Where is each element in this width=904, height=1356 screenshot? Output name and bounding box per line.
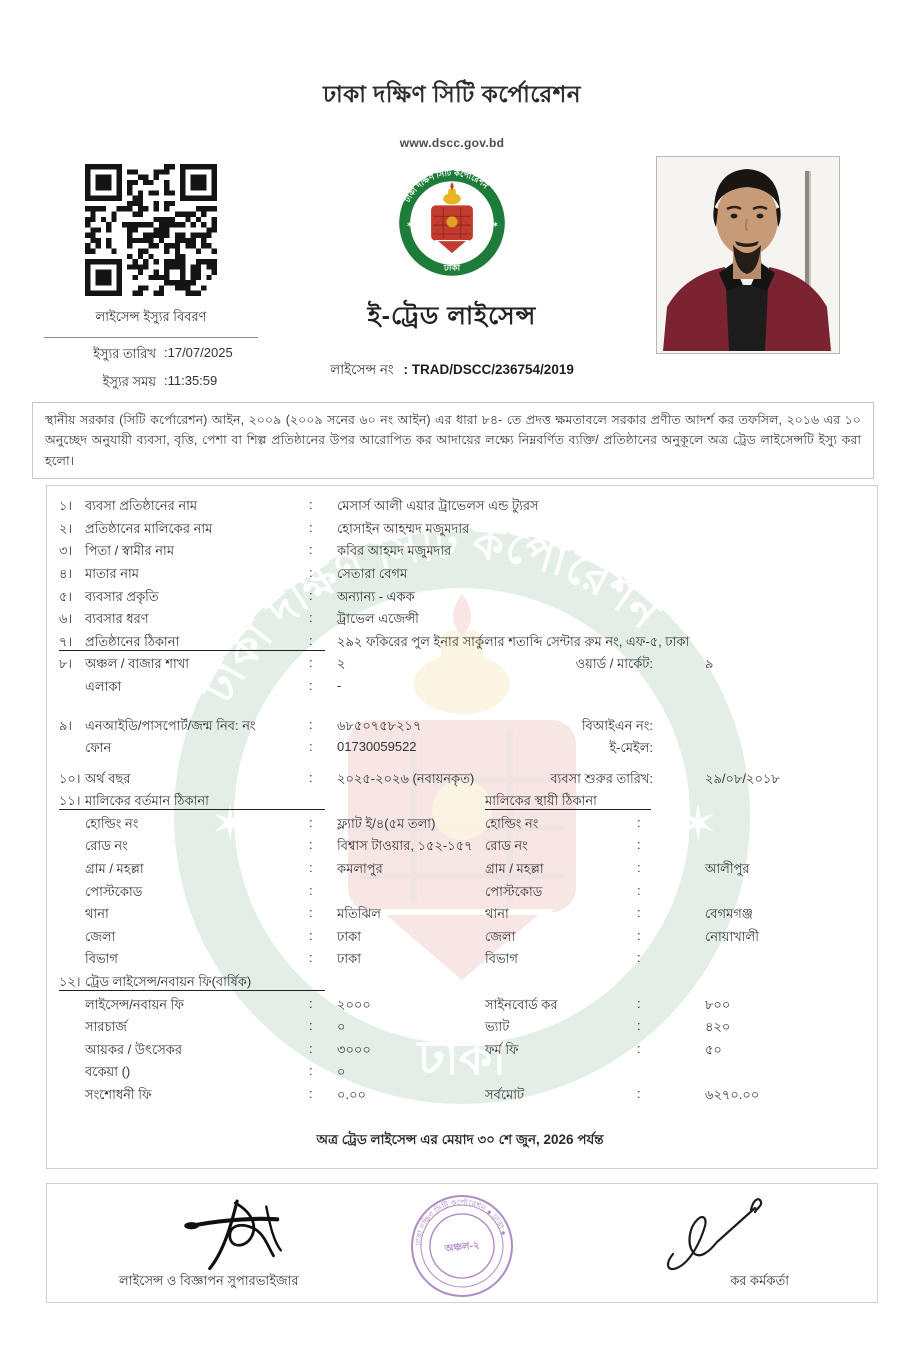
right-field-label: পোস্টকোড xyxy=(485,883,543,899)
field-label-cell xyxy=(59,542,309,563)
right-field-label: মালিকের স্থায়ী ঠিকানা xyxy=(485,792,637,813)
right-field-colon: : xyxy=(637,837,641,853)
right-field-colon xyxy=(637,1063,653,1064)
right-field-colon: : xyxy=(637,860,641,876)
form-row xyxy=(59,610,861,633)
form-row xyxy=(59,815,861,838)
field-label: প্রতিষ্ঠানের মালিকের নাম xyxy=(85,520,213,536)
right-field-value xyxy=(653,973,861,974)
field-label-cell xyxy=(59,996,309,1017)
right-field-label: জেলা xyxy=(485,928,516,944)
right-field-value: ২৯/০৮/২০১৮ xyxy=(705,770,780,786)
field-colon: : xyxy=(309,655,313,671)
field-label-cell xyxy=(59,610,309,631)
field-label: ট্রেড লাইসেন্স/নবায়ন ফি(বার্ষিক) xyxy=(85,974,252,990)
right-field-value xyxy=(653,1063,861,1064)
row-number: ৪। xyxy=(59,565,73,581)
right-field-colon: : xyxy=(637,905,641,921)
stamp-center-text: অঞ্চল-২ xyxy=(444,1239,481,1255)
right-field-value: বেগমগঞ্জ xyxy=(705,906,753,922)
row-number xyxy=(59,1018,85,1039)
field-label: এলাকা xyxy=(85,678,122,694)
row-number xyxy=(59,950,85,971)
row-number: ৩। xyxy=(59,543,73,559)
official-stamp-icon xyxy=(387,1190,537,1302)
field-label: পোস্টকোড xyxy=(85,883,143,899)
field-colon: : xyxy=(309,769,313,785)
field-label-cell xyxy=(59,1086,309,1107)
field-label-cell xyxy=(59,792,309,813)
license-number-line xyxy=(262,359,642,382)
right-field-label: বিভাগ xyxy=(485,951,518,967)
right-field-colon: : xyxy=(637,1086,641,1102)
top-section xyxy=(0,164,904,389)
title-block xyxy=(262,168,642,382)
field-colon: : xyxy=(309,632,313,648)
field-value: হোসাইন আহম্মদ মজুমদার xyxy=(337,520,470,536)
license-title: ই-ট্রেড লাইসেন্স xyxy=(367,302,537,330)
field-value: ঢাকা xyxy=(337,928,361,944)
field-label-cell xyxy=(59,1018,309,1039)
field-value: ২ xyxy=(337,656,346,672)
form-row xyxy=(59,950,861,973)
field-colon: : xyxy=(309,1063,313,1079)
field-value: ০ xyxy=(337,1019,346,1035)
right-field-colon xyxy=(637,973,653,974)
right-field-label xyxy=(485,973,637,974)
field-value: অন্যান্য - একক xyxy=(337,588,415,604)
form-row xyxy=(59,973,861,996)
row-number xyxy=(59,905,85,926)
license-details-box xyxy=(46,485,878,1168)
portrait-photo xyxy=(656,156,840,354)
field-value: 01730059522 xyxy=(337,739,417,755)
right-field-value: ৬২৭০.০০ xyxy=(705,1087,760,1103)
right-field-label: গ্রাম / মহল্লা xyxy=(485,861,544,877)
form-row xyxy=(59,1063,861,1086)
field-colon: : xyxy=(309,497,313,513)
field-label-cell xyxy=(59,717,309,738)
right-field-label: ওয়ার্ড / মার্কেট: xyxy=(575,656,653,672)
field-label: রোড নং xyxy=(85,838,128,854)
field-value: মতিঝিল xyxy=(337,906,381,922)
field-colon: : xyxy=(309,837,313,853)
row-number xyxy=(59,860,85,881)
signature-section xyxy=(46,1183,878,1303)
field-label: হোল্ডিং নং xyxy=(85,815,139,831)
row-number: ৭। xyxy=(59,633,73,649)
right-field-value: ৮০০ xyxy=(705,996,731,1012)
field-label: বকেয়া () xyxy=(85,1064,131,1080)
field-label: সংশোধনী ফি xyxy=(85,1087,152,1103)
issue-time-value: :11:35:59 xyxy=(164,373,218,388)
form-row xyxy=(59,1018,861,1041)
stamp-ring-text: ঢাকা দক্ষিণ সিটি কর্পোরেশন ● ঢাকা ● xyxy=(413,1197,509,1246)
right-field-label: রোড নং xyxy=(485,838,528,854)
field-value: মেসার্স আলী এয়ার ট্রাভেলস এন্ড ট্যুরস xyxy=(337,498,539,514)
field-label: গ্রাম / মহল্লা xyxy=(85,861,144,877)
field-label-cell xyxy=(59,905,309,926)
right-field-colon: : xyxy=(637,995,641,1011)
field-colon: : xyxy=(309,587,313,603)
field-value xyxy=(327,883,485,884)
right-field-value: ৪২০ xyxy=(705,1019,731,1035)
field-value: সেতারা বেগম xyxy=(337,565,408,581)
right-field-label: সাইনবোর্ড কর xyxy=(485,996,558,1012)
row-number xyxy=(59,928,85,949)
form-row xyxy=(59,655,861,678)
qr-code-icon xyxy=(85,164,217,296)
legal-text: স্থানীয় সরকার (সিটি কর্পোরেশন) আইন, ২০০৯ (২০০৯ সনের ৬০ নং আইন) এর ধারা ৮৪- তে প্রদত্ত ক্ষমতাবলে সরকার প্রণীত আদর্শ কর তফসিল, ২০১৬ এর ১০ অনুচ্ছেদ অনুযায়ী ব্যবসা, বৃত্তি, পেশা বা শিল্প প্রতিষ্ঠানের উপর আরোপিত কর আদায়ের লক্ষ্যে নিম্নবর্ণিত ব্যক্তি/ প্রতিষ্ঠানের অনুকূলে অত্র ট্রেড লাইসেন্সটি ইস্যু করা হলো। xyxy=(32,402,874,479)
issue-time-row xyxy=(44,373,258,394)
field-colon: : xyxy=(309,542,313,558)
field-value: - xyxy=(337,677,342,693)
field-value: ০.০০ xyxy=(337,1087,366,1103)
form-row xyxy=(59,770,861,793)
row-number xyxy=(59,1086,85,1107)
form-row xyxy=(59,792,861,815)
right-field-colon: : xyxy=(637,882,641,898)
row-number xyxy=(59,1063,85,1084)
field-value: ২০২৫-২০২৬ (নবায়নকৃত) xyxy=(337,770,475,786)
right-field-colon: : xyxy=(637,1018,641,1034)
right-field-value xyxy=(653,837,861,838)
field-label-cell xyxy=(59,883,309,904)
form-row xyxy=(59,837,861,860)
form-row xyxy=(59,520,861,543)
issue-date-label: ইস্যুর তারিখ xyxy=(93,346,156,361)
field-label: আয়কর / উৎসেকর xyxy=(85,1041,183,1057)
form-row xyxy=(59,1086,861,1109)
form-row xyxy=(59,739,861,762)
right-field-label: ব্যবসা শুরুর তারিখ: xyxy=(550,770,653,786)
row-number: ১২। xyxy=(59,974,81,990)
supervisor-signature-icon xyxy=(133,1192,343,1274)
issue-time-label: ইস্যুর সময় xyxy=(102,374,156,389)
row-number xyxy=(59,837,85,858)
field-label-cell xyxy=(59,520,309,541)
row-number xyxy=(59,883,85,904)
field-colon: : xyxy=(309,739,313,755)
field-label-cell xyxy=(59,815,309,836)
right-field-label: বিআইএন নং: xyxy=(581,717,653,733)
field-label-cell xyxy=(59,950,309,971)
row-number: ১০। xyxy=(59,770,81,786)
right-field-value xyxy=(653,883,861,884)
right-field-colon: : xyxy=(637,814,641,830)
row-number: ৫। xyxy=(59,588,73,604)
field-value: ফ্ল্যাট ই/৪(৫ম তলা) xyxy=(337,815,436,831)
form-row xyxy=(59,542,861,565)
form-row xyxy=(59,717,861,740)
field-label: জেলা xyxy=(85,928,116,944)
right-field-colon: : xyxy=(637,950,641,966)
license-no-value: : TRAD/DSCC/236754/2019 xyxy=(403,362,574,377)
field-label-cell xyxy=(59,678,309,699)
form-row xyxy=(59,883,861,906)
field-label-cell xyxy=(59,588,309,609)
form-row xyxy=(59,905,861,928)
row-number: ৮। xyxy=(59,656,73,672)
right-field-colon xyxy=(637,792,653,793)
field-value: ০ xyxy=(337,1064,346,1080)
field-label: এনআইডি/পাসপোর্ট/জন্ম নিব: নং xyxy=(85,717,256,733)
row-number xyxy=(59,739,85,760)
page-title: ঢাকা দক্ষিণ সিটি কর্পোরেশন xyxy=(322,81,582,107)
field-label-cell xyxy=(59,837,309,858)
field-colon: : xyxy=(309,519,313,535)
right-field-colon: : xyxy=(637,927,641,943)
field-value: ২০০০ xyxy=(337,996,371,1012)
row-number: ৬। xyxy=(59,611,73,627)
right-field-label: ই-মেইল: xyxy=(609,740,653,756)
field-colon: : xyxy=(309,882,313,898)
field-label: ব্যবসা প্রতিষ্ঠানের নাম xyxy=(85,498,198,514)
form-row xyxy=(59,678,861,701)
validity-text: অত্র ট্রেড লাইসেন্স এর মেয়াদ ৩০ শে জুন, 2026 পর্যন্ত xyxy=(316,1131,604,1147)
supervisor-signature-label: লাইসেন্স ও বিজ্ঞাপন সুপারভাইজার xyxy=(119,1272,299,1288)
field-label: ব্যবসার ধরণ xyxy=(85,611,149,627)
field-value: ২৯২ ফকিরের পুল ইনার সার্কুলার শতাব্দি সেন্টার রুম নং, এফ-৫, ঢাকা xyxy=(337,633,690,649)
row-number: ১১। xyxy=(59,793,81,809)
field-value: বিশ্বাস টাওয়ার, ১৫২-১৫৭ xyxy=(337,838,473,854)
field-colon: : xyxy=(309,716,313,732)
right-field-label: হোল্ডিং নং xyxy=(485,815,539,831)
right-field-label: ফর্ম ফি xyxy=(485,1041,519,1057)
row-number xyxy=(59,815,85,836)
field-label: অঞ্চল / বাজার শাখা xyxy=(85,656,190,672)
form-row xyxy=(59,996,861,1019)
field-colon: : xyxy=(309,905,313,921)
field-value: কবির আহমদ মজুমদার xyxy=(337,543,452,559)
tax-officer-signature-label: কর কর্মকর্তা xyxy=(730,1272,789,1288)
field-value xyxy=(327,973,485,974)
field-label-cell xyxy=(59,633,309,654)
right-field-label: সর্বমোট xyxy=(485,1087,525,1103)
issue-date-row xyxy=(44,345,258,366)
field-colon: : xyxy=(309,1086,313,1102)
website-url: www.dscc.gov.bd xyxy=(399,136,505,150)
row-number: ৯। xyxy=(59,717,73,733)
right-field-value xyxy=(653,815,861,816)
field-value: কমলাপুর xyxy=(337,861,383,877)
row-gap xyxy=(59,701,861,717)
field-colon: : xyxy=(309,860,313,876)
field-label-cell xyxy=(59,973,309,994)
field-colon: : xyxy=(309,1040,313,1056)
dscc-logo-icon xyxy=(397,168,507,278)
field-colon: : xyxy=(309,814,313,830)
right-field-value: নোয়াখালী xyxy=(705,928,759,944)
right-field-value: আলীপুর xyxy=(705,861,750,877)
field-label: সারচার্জ xyxy=(85,1019,127,1035)
field-label-cell xyxy=(59,770,309,791)
field-label-cell xyxy=(59,497,309,518)
field-label: থানা xyxy=(85,906,109,922)
form-row xyxy=(59,565,861,588)
row-number xyxy=(59,678,85,699)
field-colon: : xyxy=(309,677,313,693)
field-label: ব্যবসার প্রকৃতি xyxy=(85,588,159,604)
field-label: প্রতিষ্ঠানের ঠিকানা xyxy=(85,633,180,649)
form-rows xyxy=(59,497,861,1108)
portrait-photo-image xyxy=(657,157,837,351)
form-row xyxy=(59,588,861,611)
field-label: ফোন xyxy=(85,740,112,756)
issue-date-value: :17/07/2025 xyxy=(164,345,233,360)
field-label: পিতা / স্বামীর নাম xyxy=(85,543,175,559)
license-no-label: লাইসেন্স নং xyxy=(330,362,394,377)
field-colon: : xyxy=(309,995,313,1011)
field-value: ৩০০০ xyxy=(337,1041,371,1057)
row-number: ১। xyxy=(59,498,73,514)
row-gap xyxy=(59,762,861,770)
field-value xyxy=(327,792,485,793)
field-colon xyxy=(309,973,327,974)
form-row xyxy=(59,860,861,883)
row-number xyxy=(59,1041,85,1062)
field-label: বিভাগ xyxy=(85,951,118,967)
right-field-value: ৫০ xyxy=(705,1041,722,1057)
form-row xyxy=(59,633,861,656)
field-colon xyxy=(309,792,327,793)
row-number: ২। xyxy=(59,520,73,536)
right-field-colon: : xyxy=(637,1040,641,1056)
field-label-cell xyxy=(59,739,309,760)
right-field-label: ভ্যাট xyxy=(485,1019,510,1035)
right-field-label xyxy=(485,1063,637,1064)
field-colon: : xyxy=(309,950,313,966)
right-field-value: ৯ xyxy=(705,656,714,672)
right-field-value xyxy=(653,950,861,951)
field-value: ঢাকা xyxy=(337,951,361,967)
row-number xyxy=(59,996,85,1017)
field-value: ৬৮৫০৭৫৮২১৭ xyxy=(337,717,422,733)
field-label-cell xyxy=(59,655,309,676)
field-label: অর্থ বছর xyxy=(85,770,131,786)
field-colon: : xyxy=(309,927,313,943)
tax-officer-signature-icon xyxy=(635,1190,785,1274)
field-label-cell xyxy=(59,1041,309,1062)
license-issue-panel xyxy=(44,164,258,394)
form-row xyxy=(59,497,861,520)
field-label-cell xyxy=(59,860,309,881)
right-field-value xyxy=(653,717,861,718)
right-field-label: থানা xyxy=(485,906,509,922)
qr-caption: লাইসেন্স ইস্যুর বিবরণ xyxy=(44,308,258,338)
form-row xyxy=(59,1041,861,1064)
field-label: মাতার নাম xyxy=(85,565,140,581)
field-label: মালিকের বর্তমান ঠিকানা xyxy=(85,793,209,809)
field-value: ট্রাভেল এজেন্সী xyxy=(337,611,419,627)
right-field-value xyxy=(653,792,861,793)
field-label-cell xyxy=(59,928,309,949)
field-label: লাইসেন্স/নবায়ন ফি xyxy=(85,996,184,1012)
form-row xyxy=(59,928,861,951)
field-label-cell xyxy=(59,1063,309,1084)
field-colon: : xyxy=(309,564,313,580)
field-label-cell xyxy=(59,565,309,586)
field-colon: : xyxy=(309,1018,313,1034)
right-field-value xyxy=(653,739,861,740)
field-colon: : xyxy=(309,610,313,626)
